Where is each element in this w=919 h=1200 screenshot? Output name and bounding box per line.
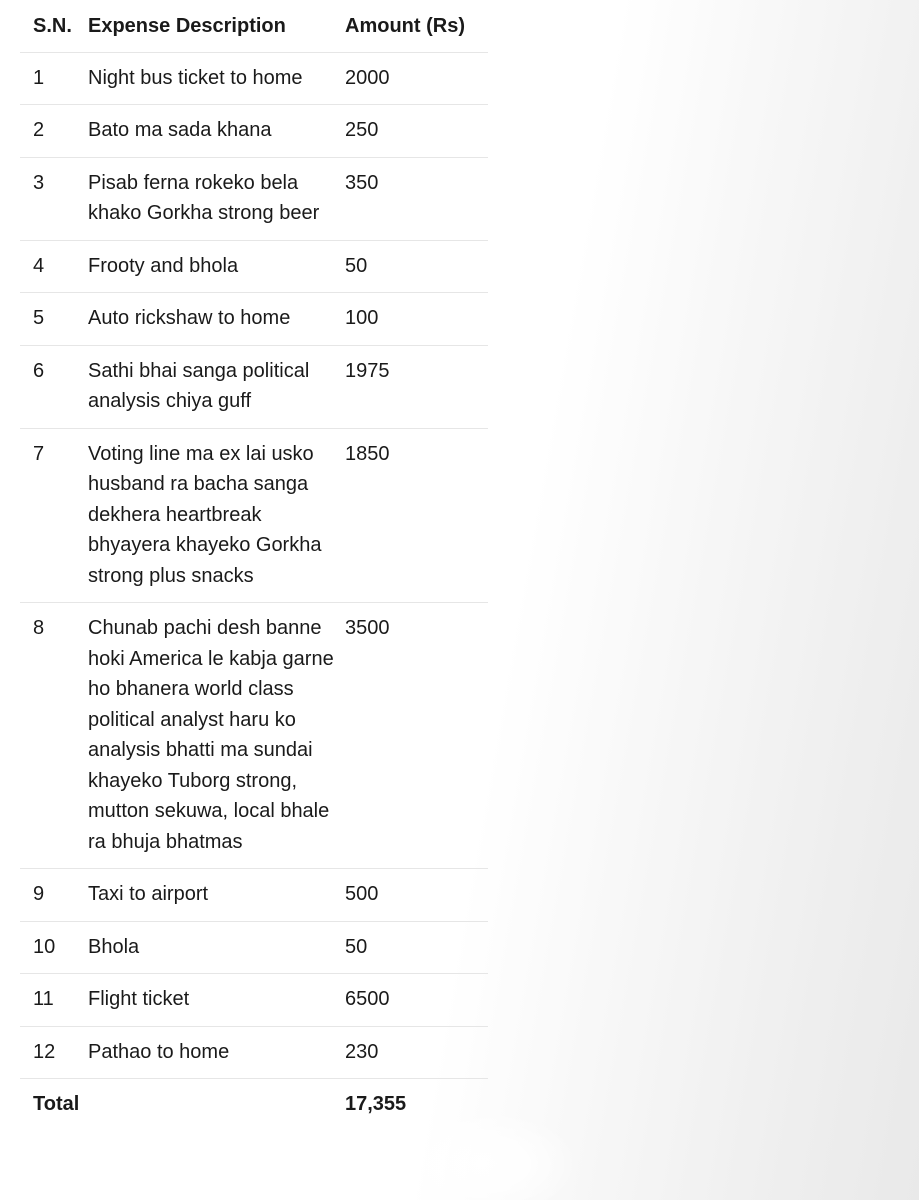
table-header-row [20,0,488,52]
row-amount: 6500 [345,974,488,1027]
row-serial-number: 11 [20,974,88,1027]
table-row [20,105,488,158]
row-description: Auto rickshaw to home [88,293,345,346]
table-row [20,974,488,1027]
table-row [20,1026,488,1079]
total-row [20,1079,488,1131]
row-amount: 50 [345,240,488,293]
row-serial-number: 1 [20,52,88,105]
row-description: Bhola [88,921,345,974]
row-serial-number: 9 [20,869,88,922]
table-row [20,52,488,105]
row-serial-number: 5 [20,293,88,346]
row-amount: 1975 [345,345,488,428]
row-amount: 3500 [345,603,488,869]
row-description: Voting line ma ex lai usko husband ra bacha sanga dekhera heartbreak bhyayera khayeko Gorkha strong plus snacks [88,428,345,603]
row-description: Pathao to home [88,1026,345,1079]
row-serial-number: 7 [20,428,88,603]
row-description: Frooty and bhola [88,240,345,293]
total-label: Total [33,1093,80,1115]
table-row [20,157,488,240]
total-amount: 17,355 [345,1093,407,1115]
row-amount: 350 [345,157,488,240]
row-amount: 500 [345,869,488,922]
row-serial-number: 6 [20,345,88,428]
row-amount: 100 [345,293,488,346]
row-description: Bato ma sada khana [88,105,345,158]
row-description: Pisab ferna rokeko bela khako Gorkha strong beer [88,157,345,240]
row-amount: 250 [345,105,488,158]
header-serial-number: S.N. [20,0,88,52]
row-serial-number: 12 [20,1026,88,1079]
row-description: Night bus ticket to home [88,52,345,105]
row-description: Sathi bhai sanga political analysis chiya guff [88,345,345,428]
row-description: Taxi to airport [88,869,345,922]
table-row [20,428,488,603]
expense-table-container [20,0,488,1131]
row-serial-number: 10 [20,921,88,974]
expense-table [20,0,488,1131]
row-serial-number: 8 [20,603,88,869]
table-row [20,345,488,428]
table-row [20,240,488,293]
total-empty-cell [88,1079,345,1131]
row-amount: 2000 [345,52,488,105]
header-expense-description: Expense Description [88,0,345,52]
row-amount: 50 [345,921,488,974]
row-amount: 230 [345,1026,488,1079]
row-amount: 1850 [345,428,488,603]
row-description: Flight ticket [88,974,345,1027]
table-row [20,603,488,869]
row-serial-number: 3 [20,157,88,240]
table-row [20,869,488,922]
table-row [20,293,488,346]
row-serial-number: 4 [20,240,88,293]
row-serial-number: 2 [20,105,88,158]
table-row [20,921,488,974]
row-description: Chunab pachi desh banne hoki America le kabja garne ho bhanera world class political analyst haru ko analysis bhatti ma sundai khayeko Tuborg strong, mutton sekuwa, local bhale ra bhuja bhatmas [88,603,345,869]
header-amount: Amount (Rs) [345,0,488,52]
